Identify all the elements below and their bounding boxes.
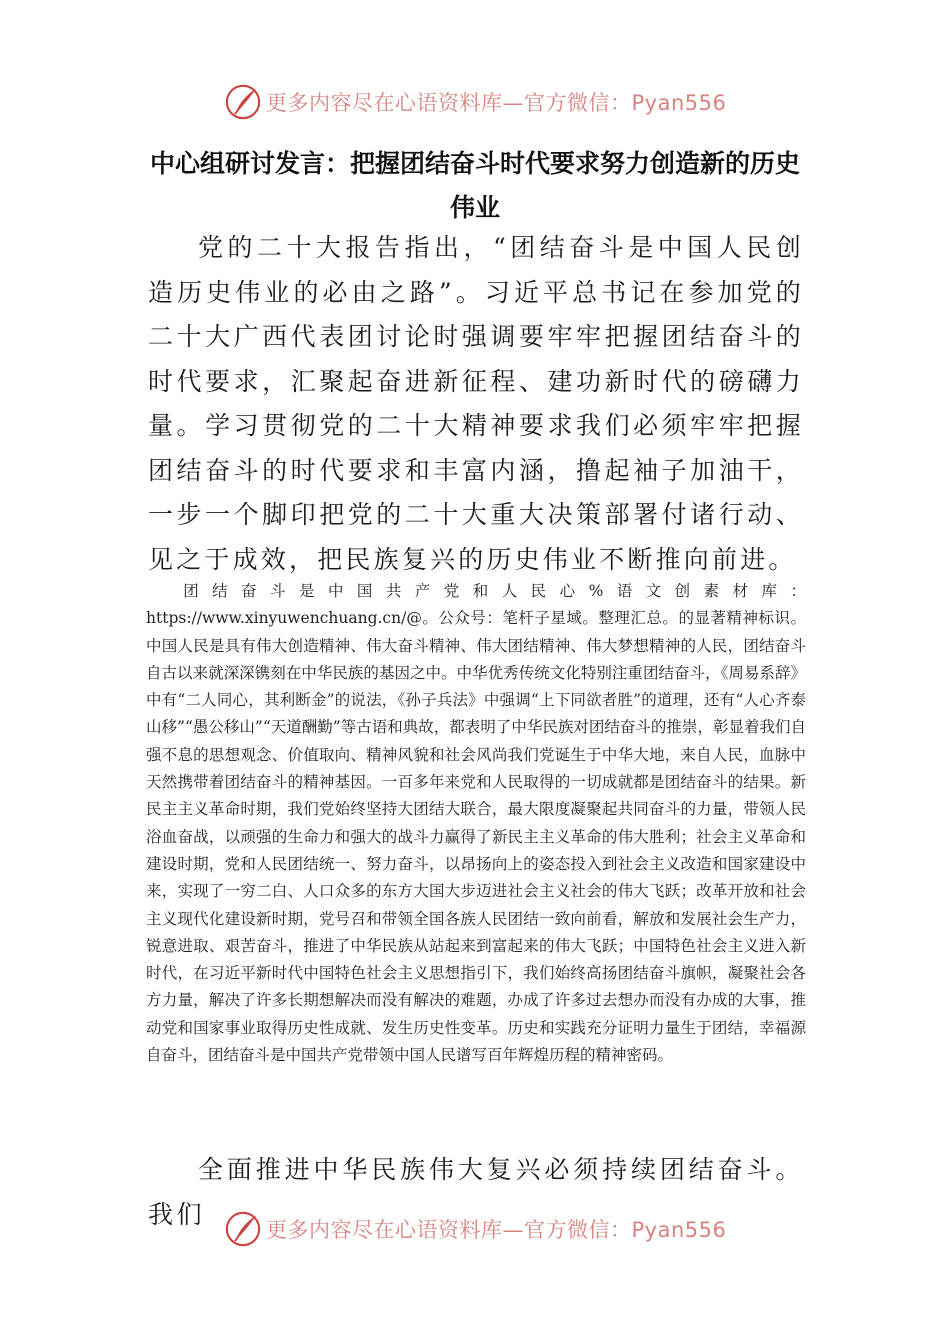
body-paragraph-3: 全面推进中华民族伟大复兴必须持续团结奋斗。我们: [148, 1155, 804, 1229]
body-paragraph-1: 党的二十大报告指出，“团结奋斗是中国人民创造历史伟业的必由之路”。习近平总书记在参加党的二十大广西代表团讨论时强调要牢牢把握团结奋斗的时代要求，汇聚起奋进新征程、建功新时代的磅礴力量。学习贯彻党的二十大精神要求我们必须牢牢把握团结奋斗的时代要求和丰富内涵，撸起袖子加油干，一步一个脚印把党的二十大重大决策部署付诸行动、见之于成效，把民族复兴的历史伟业不断推向前进。: [148, 233, 804, 574]
body-paragraph-2: 团结奋斗是中国共产党和人民心%语文创素材库：https://www.xinyuwenchuang.cn/@。公众号：笔杆子星域。整理汇总。的显著精神标识。中国人民是具有伟大创造精神、伟大奋斗精神、伟大团结精神、伟大梦想精神的人民，团结奋斗自古以来就深深镌刻在中华民族的基因之中。中华优秀传统文化特别注重团结奋斗，《周易系辞》中有“二人同心，其利断金”的说法，《孙子兵法》中强调“上下同欲者胜”的道理，还有“人心齐泰山移”“愚公移山”“天道酬勤”等古语和典故，都表明了中华民族对团结奋斗的推崇，彰显着我们自强不息的思想观念、价值取向、精神风貌和社会风尚我们党诞生于中华大地，来自人民，血脉中天然携带着团结奋斗的精神基因。一百多年来党和人民取得的一切成就都是团结奋斗的结果。新民主主义革命时期，我们党始终坚持大团结大联合，最大限度凝聚起共同奋斗的力量，带领人民浴血奋战，以顽强的生命力和强大的战斗力赢得了新民主主义革命的伟大胜利；社会主义革命和建设时期，党和人民团结统一、努力奋斗，以昂扬向上的姿态投入到社会主义改造和国家建设中来，实现了一穷二白、人口众多的东方大国大步迈进社会主义社会的伟大飞跃；改革开放和社会主义现代化建设新时期，党号召和带领全国各族人民团结一致向前看，解放和发展社会生产力，锐意进取、艰苦奋斗，推进了中华民族从站起来到富起来的伟大飞跃；中国特色社会主义进入新时代，在习近平新时代中国特色社会主义思想指引下，我们始终高扬团结奋斗旗帜，凝聚社会各方力量，解决了许多长期想解决而没有解决的难题，办成了许多过去想办而没有办成的大事，推动党和国家事业取得历史性成就、发生历史性变革。历史和实践充分证明力量生于团结，幸福源自奋斗，团结奋斗是中国共产党带领中国人民谱写百年辉煌历程的精神密码。: [146, 582, 806, 1065]
header-banner-text: 更多内容尽在心语资料库—官方微信：Pyan556: [266, 91, 727, 115]
page-title: 中心组研讨发言：把握团结奋斗时代要求努力创造新的历史伟业: [150, 149, 801, 222]
quill-logo-icon: [224, 1210, 262, 1248]
header-banner: [0, 80, 950, 124]
footer-banner: [0, 1207, 950, 1251]
footer-banner-text: 更多内容尽在心语资料库—官方微信：Pyan556: [266, 1218, 727, 1242]
quill-logo-icon: [224, 83, 262, 121]
